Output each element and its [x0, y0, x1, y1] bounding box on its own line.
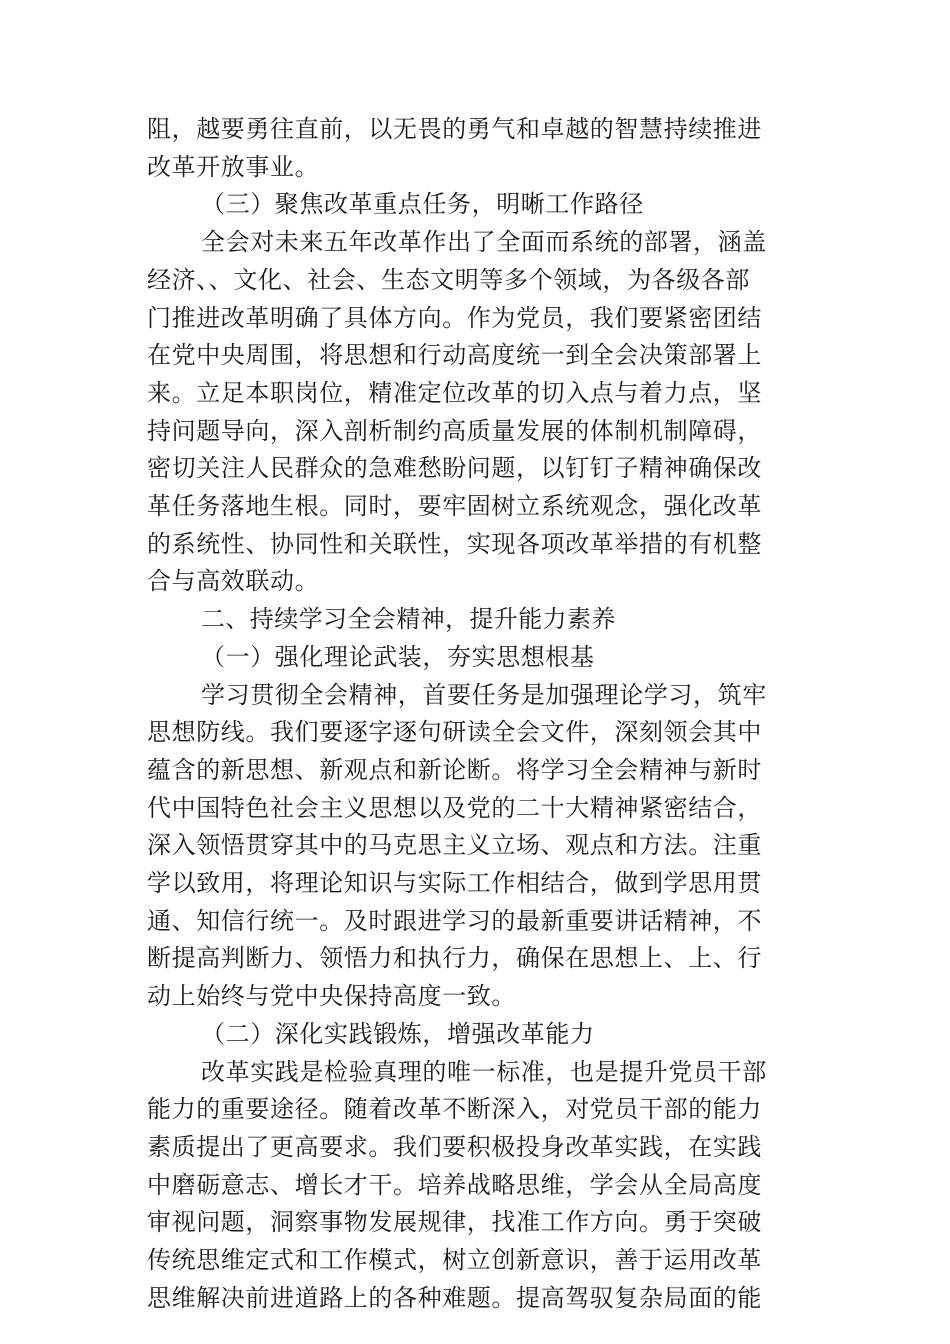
- body-text-line: 学以致用，将理论知识与实际工作相结合，做到学思用贯: [147, 869, 762, 897]
- paragraph-start-line: 改革实践是检验真理的唯一标准，也是提升党员干部: [201, 1057, 767, 1086]
- body-text-line: 素质提出了更高要求。我们要积极投身改革实践，在实践: [147, 1132, 762, 1161]
- body-text-line: 经济、、文化、社会、生态文明等多个领域，为各级各部: [147, 265, 750, 294]
- body-text-line: 蕴含的新思想、新观点和新论断。将学习全会精神与新时: [147, 755, 762, 784]
- body-text-line: 代中国特色社会主义思想以及党的二十大精神紧密结合，: [147, 793, 762, 822]
- subheading: （二）深化实践锻炼，增强改革能力: [201, 1019, 595, 1048]
- body-text-line: 断提高判断力、领悟力和执行力，确保在思想上、上、行: [147, 944, 762, 973]
- body-text-line: 传统思维定式和工作模式，树立创新意识，善于运用改革: [147, 1246, 762, 1274]
- body-text-line: 审视问题，洞察事物发展规律，找准工作方向。勇于突破: [147, 1208, 762, 1237]
- body-text-line: 深入领悟贯穿其中的马克思主义立场、观点和方法。注重: [147, 831, 762, 860]
- body-text-line: 改革开放事业。: [147, 152, 320, 181]
- body-text-line: 密切关注人民群众的急难愁盼问题，以钉钉子精神确保改: [147, 454, 762, 483]
- body-text-line: 来。立足本职岗位，精准定位改革的切入点与着力点，坚: [147, 378, 762, 407]
- body-text-line: 通、知信行统一。及时跟进学习的最新重要讲话精神，不: [147, 906, 762, 935]
- body-text-line: 思想防线。我们要逐字逐句研读全会文件，深刻领会其中: [147, 718, 762, 747]
- body-text-line: 思维解决前进道路上的各种难题。提高驾驭复杂局面的能: [147, 1283, 762, 1312]
- paragraph-start-line: 学习贯彻全会精神，首要任务是加强理论学习，筑牢: [201, 680, 767, 709]
- body-text-line: 能力的重要途径。随着改革不断深入，对党员干部的能力: [147, 1095, 762, 1124]
- subheading: （三）聚焦改革重点任务，明晰工作路径: [201, 190, 644, 219]
- section-heading: 二、持续学习全会精神，提升能力素养: [201, 605, 616, 634]
- body-text-line: 阻，越要勇往直前，以无畏的勇气和卓越的智慧持续推进: [147, 115, 762, 143]
- body-text-line: 在党中央周围，将思想和行动高度统一到全会决策部署上: [147, 341, 762, 370]
- body-text-line: 持问题导向，深入剖析制约高质量发展的体制机制障碍，: [147, 416, 762, 445]
- body-text-line: 的系统性、协同性和关联性，实现各项改革举措的有机整: [147, 529, 762, 558]
- body-text-line: 合与高效联动。: [147, 567, 320, 596]
- body-text-line: 中磨砺意志、增长才干。培养战略思维，学会从全局高度: [147, 1170, 762, 1199]
- body-text-line: 革任务落地生根。同时，要牢固树立系统观念，强化改革: [147, 492, 762, 520]
- subheading: （一）强化理论武装，夯实思想根基: [201, 642, 595, 671]
- paragraph-start-line: 全会对未来五年改革作出了全面而系统的部署，涵盖: [201, 228, 767, 257]
- body-text-line: 门推进改革明确了具体方向。作为党员，我们要紧密团结: [147, 303, 762, 332]
- body-text-line: 动上始终与党中央保持高度一致。: [147, 982, 516, 1011]
